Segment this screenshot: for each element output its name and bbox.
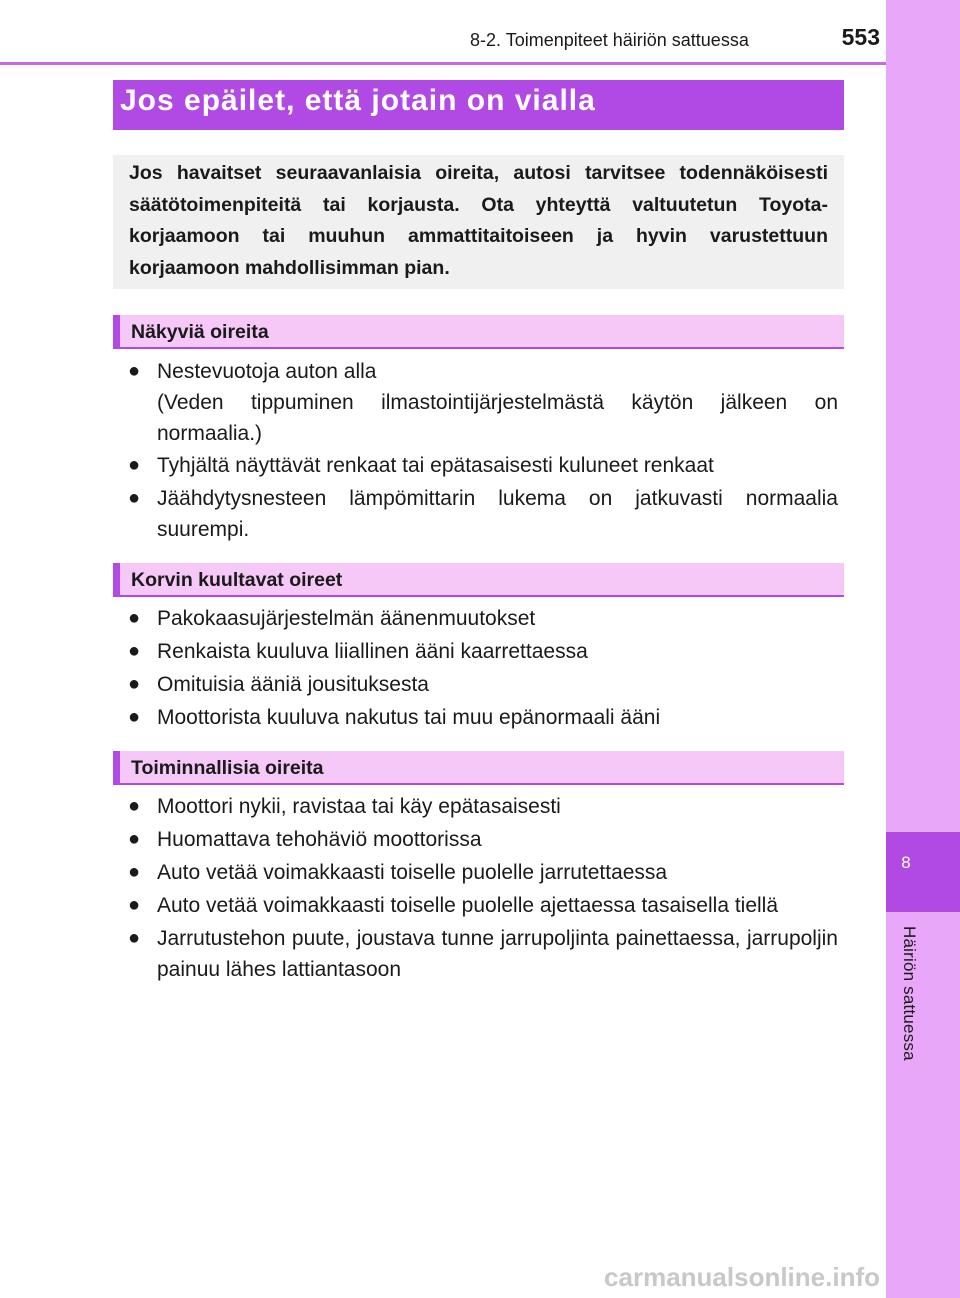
section-heading-text: Korvin kuultavat oireet [131,569,343,591]
list-item [128,824,838,855]
list-item [128,702,838,733]
section-marker [113,751,120,785]
list-item-text: Renkaista kuuluva liiallinen ääni kaarrettaessa [157,640,588,663]
bullet-icon: ● [128,607,141,629]
section-heading-text: Näkyviä oireita [131,321,269,343]
list-item-text: Pakokaasujärjestelmän äänenmuutokset [157,607,536,630]
list-item-text: Jarrutustehon puute, joustava tunne jarrupoljinta painettaessa, jarrupoljin painuu lähes lattiantasoon [157,927,838,981]
list-item-text: Tyhjältä näyttävät renkaat tai epätasaisesti kuluneet renkaat [157,454,714,477]
bullet-icon: ● [128,861,141,883]
header-section-title: 8-2. Toimenpiteet häiriön sattuessa [470,30,749,50]
bullet-icon: ● [128,927,141,949]
chapter-sidebar [886,0,960,1298]
section-heading-visible [113,315,844,349]
list-item-text: Jäähdytysnesteen lämpömittarin lukema on jatkuvasti normaalia suurempi. [157,487,838,541]
list-item-text: Omituisia ääniä jousituksesta [157,673,429,696]
list-item-text: Nestevuotoja auton alla [157,360,377,383]
page-number: 553 [841,24,880,50]
list-item [128,890,838,921]
chapter-label: Häiriön sattuessa [900,926,919,1061]
list-item [128,636,838,667]
watermark: carmanualsonline.info [604,1262,880,1292]
page-title: Jos epäilet, että jotain on vialla [120,84,596,117]
section-marker [113,315,120,349]
section-heading-text: Toiminnallisia oireita [131,757,324,779]
header-divider [0,62,886,65]
bullet-icon: ● [128,487,141,509]
bullet-icon: ● [128,706,141,728]
section-marker [113,563,120,597]
intro-text: Jos havaitset seuraavanlaisia oireita, autosi tarvitsee todennäköisesti säätötoimenpiteitä tai korjausta. Ota yhteyttä valtuutetun Toyota-korjaamoon tai muuhun ammattitaitoiseen ja hyvin varustettuun korjaamoon mahdollisimman pian. [129,162,828,279]
list-item-text: Moottori nykii, ravistaa tai käy epätasaisesti [157,795,561,818]
list-item-text: Auto vetää voimakkaasti toiselle puolelle jarrutettaessa [157,861,668,884]
list-item-text: Moottorista kuuluva nakutus tai muu epänormaali ääni [157,706,661,729]
chapter-number: 8 [901,853,911,872]
bullet-icon: ● [128,454,141,476]
list-item [128,669,838,700]
list-item [128,857,838,888]
bullet-icon: ● [128,640,141,662]
bullet-icon: ● [128,828,141,850]
bullet-icon: ● [128,894,141,916]
bullet-icon: ● [128,360,141,382]
bullet-icon: ● [128,795,141,817]
list-item [128,791,838,822]
list-item [128,356,838,449]
list-item [128,483,838,545]
list-item-text: Huomattava tehohäviö moottorissa [157,828,482,851]
list-item [128,603,838,634]
list-item [128,450,838,481]
list-item-note: (Veden tippuminen ilmastointijärjestelmästä käytön jälkeen on normaalia.) [157,391,838,445]
list-item [128,923,838,985]
intro-box [113,155,844,289]
bullet-icon: ● [128,673,141,695]
section-heading-functional [113,751,844,785]
list-item-text: Auto vetää voimakkaasti toiselle puolelle ajettaessa tasaisella tiellä [157,894,779,917]
section-heading-audible [113,563,844,597]
